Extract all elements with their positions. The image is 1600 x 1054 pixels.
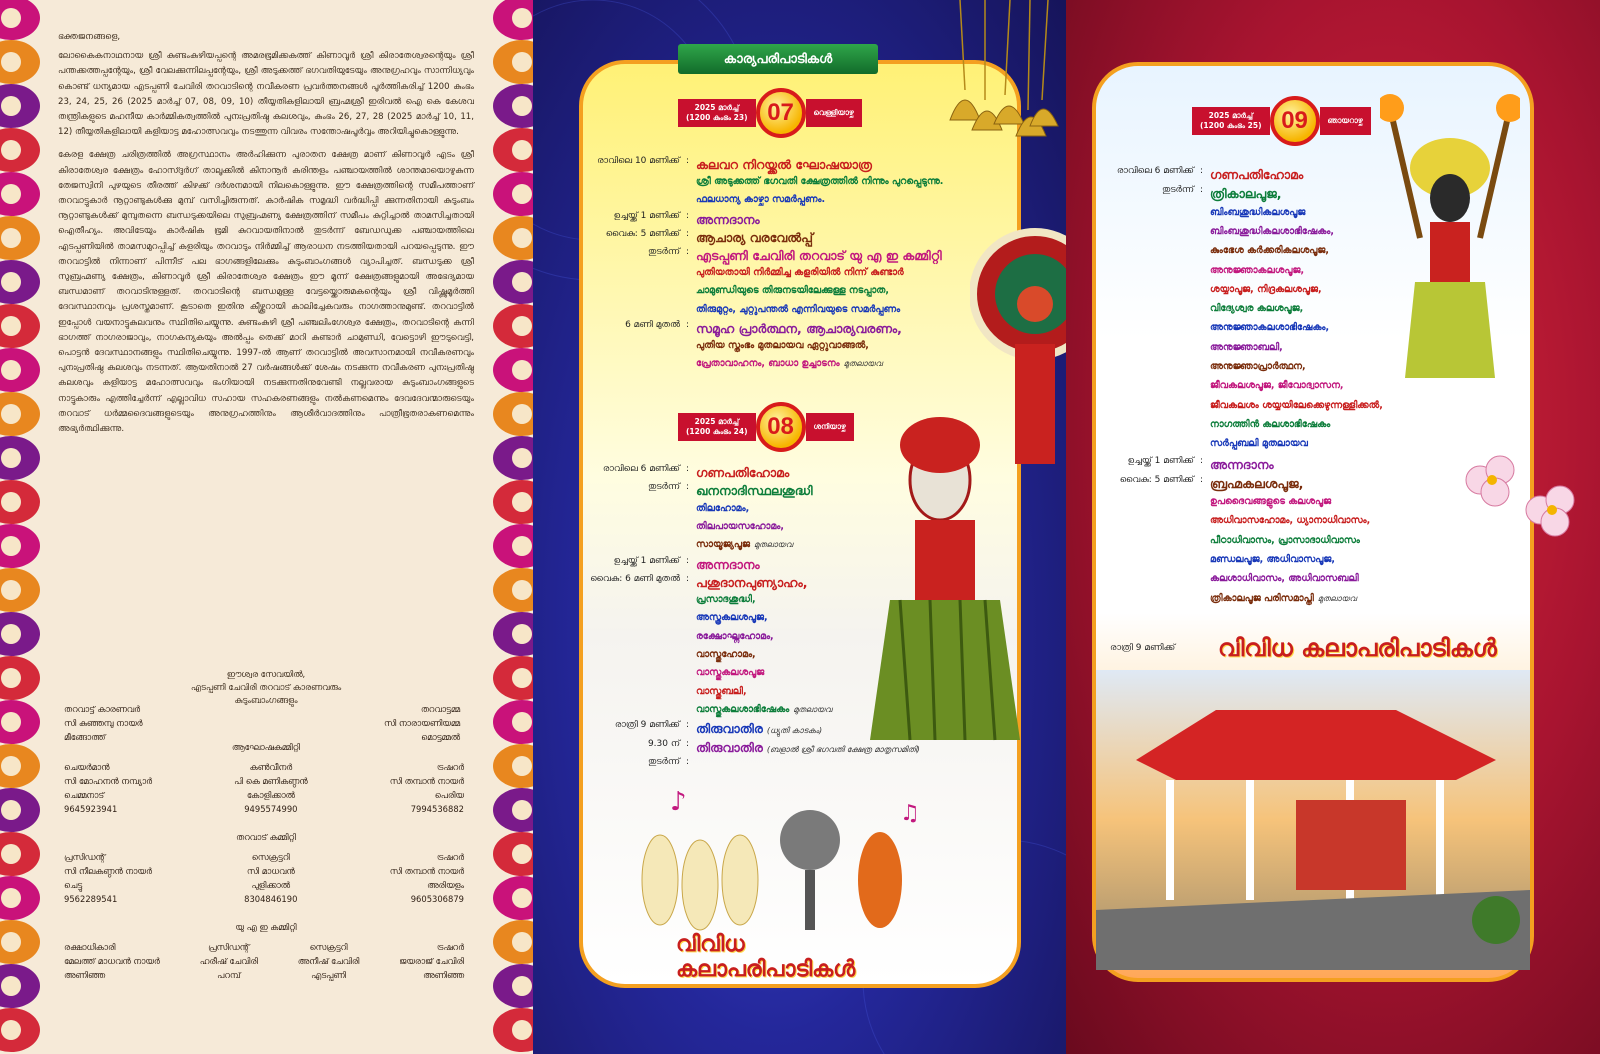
decorative-petal: [493, 172, 533, 216]
schedule-item: ഫലധാന്യ കാഴ്ചാ സമർപ്പണം.: [696, 194, 826, 206]
schedule-item: ശയ്യാപൂജ, നിദ്രകലശപൂജ,: [1210, 283, 1322, 295]
decorative-petal: [493, 216, 533, 260]
schedule-row: [586, 519, 790, 534]
uae-committee-title: യു എ ഇ കമ്മിറ്റി: [235, 922, 297, 932]
schedule-time: [1100, 340, 1200, 355]
schedule-row: [586, 174, 949, 189]
date-english: 2025 മാർച്ച് (1200 കുംഭം 24): [678, 413, 756, 441]
schedule-item: അന്നദാനം: [1210, 456, 1274, 472]
svg-text:♫: ♫: [900, 801, 920, 826]
decorative-petal: [0, 876, 40, 920]
decorative-petal: [0, 964, 40, 1008]
schedule-row: [1100, 417, 1336, 432]
schedule-row: [1100, 301, 1309, 316]
schedule-row: 6 മണി മുതൽ : സമൂഹ പ്രാർത്ഥന, ആചാര്യവരണം,: [586, 320, 908, 338]
schedule-item: അനുജ്ഞാകലശാഭിഷേകം,: [1210, 322, 1330, 334]
tharavattamma-block: തറവാട്ടമ്മ സി നാരായണിയമ്മ മൊട്ടമ്മൽ: [384, 704, 460, 742]
schedule-row: [586, 501, 755, 516]
decorative-petal: [493, 920, 533, 964]
schedule-time: [1100, 494, 1200, 509]
cultural-programs-title: വിവിധ കലാപരിപാടികൾ: [676, 932, 856, 982]
schedule-note: മുതലായവ: [1317, 593, 1357, 603]
schedule-item: വാസ്തുബലി,: [696, 685, 747, 697]
decorative-petal: [493, 84, 533, 128]
decorative-petal: [0, 260, 40, 304]
schedule-row: [586, 537, 799, 552]
schedule-time: 6 മണി മുതൽ: [625, 319, 680, 330]
decorative-petal: [0, 612, 40, 656]
decorative-petal: [0, 304, 40, 348]
schedule-item: അനുജ്ഞാപ്രാർത്ഥന,: [1210, 361, 1306, 372]
decorative-petal: [493, 832, 533, 876]
dancers-illustration: [630, 780, 930, 940]
schedule-time: [1100, 513, 1200, 528]
programme-ribbon: കാര്യപരിപാടികൾ: [678, 44, 878, 74]
invitation-text: [58, 30, 474, 445]
decorative-petal: [493, 304, 533, 348]
flowers-image: [1440, 420, 1600, 600]
decorative-petal: [493, 524, 533, 568]
schedule-time: രാത്രി 9 മണിക്ക്: [614, 720, 680, 731]
schedule-note: മുതലായവ: [843, 359, 883, 369]
decorative-petal: [0, 920, 40, 964]
schedule-row: [1100, 436, 1314, 451]
decorative-petal: [0, 128, 40, 172]
weekday-label: വെള്ളിയാഴ്ച: [806, 99, 862, 127]
weekday-label: ഞായറാഴ്ച: [1320, 107, 1371, 135]
schedule-time: [586, 192, 686, 207]
schedule-item: ഗണപതിഹോമം: [696, 465, 790, 480]
schedule-time: [586, 338, 686, 353]
schedule-item: അധിവാസഹോമം, ധ്യാനാധിവാസം,: [1210, 515, 1371, 527]
schedule-time: [586, 519, 686, 534]
schedule-row: [586, 684, 753, 699]
decorative-petal: [493, 744, 533, 788]
schedule-time: തുടർന്ന്: [1161, 185, 1194, 196]
schedule-item: പീഠാധിവാസം, പ്രാസാദാധിവാസം: [1210, 534, 1360, 546]
schedule-item: കുംഭേശ കർക്കരികലശപൂജ,: [1210, 245, 1330, 257]
schedule-row: [586, 283, 895, 298]
decorative-petal: [0, 480, 40, 524]
schedule-time: വൈകു: 5 മണിക്ക്: [605, 228, 680, 239]
committee-member: ട്രഷറർ സി തമ്പാൻ നായർ പെരിയ 7994536882: [389, 762, 464, 814]
tharavad-committee: [64, 850, 464, 906]
committee-member: സെക്രട്ടറി സി മാധവൻ പുളിക്കാൽ 8304846190: [244, 852, 298, 904]
decorative-petal: [493, 436, 533, 480]
schedule-item: പ്രേതാവാഹനം, ബാധാ ഉച്ചാടനം മുതലായവ: [696, 358, 883, 370]
schedule-time: [1100, 533, 1200, 548]
schedule-item: അനുജ്ഞാകലശപൂജ,: [1210, 264, 1305, 276]
aghosha-committee: [64, 760, 464, 816]
signoff: ഈശ്വര സേവയിൽ, എടപ്പണി ചേവിരി തറവാട് കാരണവരും കുടുംബാംഗങ്ങളും: [190, 669, 342, 705]
schedule-row: [1100, 243, 1335, 258]
invitation-paragraph-2: കേരള ക്ഷേത്ര ചരിത്രത്തിൽ അഗ്രസ്ഥാനം അർഹിക്കുന്ന പുരാതന ക്ഷേത്ര മാണ് കിണാവൂർ എടം ശ്രീ കിരാതേശ്വര ക്ഷേത്രം ഹോസ്ദുർഗ് താലൂക്കിൽ കിനാനൂർ കരിന്തളം പഞ്ചായത്തിൽ ശാന്തമായൊഴുകുന്ന തേജസ്വിനി പുഴയുടെ തീരത്ത് കിഴക്ക് ദർശനമായി നിലകൊള്ളുന്നു. ഈ ക്ഷേത്രത്തിന്റെ സമീപത്താണ് തറവാട്ടുകാർ നൂറ്റാണ്ടുകൾക്കു മുമ്പ് വസിച്ചിരുന്നത്. കാർഷിക സമൃദ്ധി വർദ്ധിപ്പി ക്കുന്നതിനായി കുടുംബം നൂറ്റാണ്ടുകൾക്ക് മുമ്പുതന്നെ ബന്ധടുക്കയിലെ സുബ്രഹ്മണ്യ ക്ഷേത്രത്തിന് സമീപം കുറ്റിച്ചാൽ താമസിച്ചതായി ഐതീഹ്യം. അവിടേയും കാർഷിക ഭൂമി കുറവായതിനാൽ തുടർന്ന് ബേഡഡുക്ക പഞ്ചായത്തിലെ എടപ്പണിയിൽ താമസമുറപ്പിച്ച് കളരിയും തറവാടും നിർമ്മിച്ച് ആരാധന നടത്തിയതായി പറയപ്പെടുന്നു. ഈ തറവാട്ടിൽ നിന്നാണ് പിന്നീട് പല ഭാഗങ്ങളിലേക്കും കുടുംബാംഗങ്ങൾ വ്യാപിച്ചത്. ബന്ധടുക്ക ശ്രീ സുബ്രഹ്മണ്യ ക്ഷേത്രം, കിണാവൂർ ശ്രീ കിരാതേശ്വര ക്ഷേത്രം ഈ മൂന്ന് ക്ഷേത്രങ്ങളുമായി അഭേദ്യമായ ബന്ധമാണ് തറവാടിനുള്ളത്. തറവാടിന്റെ ബന്ധമുള്ള വേട്ടയ്ക്കൊരുമകന്റെയും ശ്രീ വിഷ്ണുമൂർത്തി ദേവസ്ഥാനവും പ്രശസ്തമാണ്. കൂടാതെ ഇതിനു കീഴ്ക്കൂറായി കാലിച്ചേകവരും നാഗത്താനുമുണ്ട്. തറവാട്ടിൽ ഇപ്പോൾ വയനാട്ടുകുലവനും സ്ഥിതിചെയ്യുന്നു. കുണ്ടംകുഴി ശ്രീ പഞ്ചലിംഗേശ്വര ക്ഷേത്രം, തറവാടിന്റെ കന്നി ഭാഗത്ത് നാഗരാജാവും, നാഗകന്യകയും അൽപ്പം തെക്ക് മാറി കുണ്ടാർ ചാമുണ്ഡി, വേട്ടൊഴി ഈടുവെട്ടി, പൊട്ടൻ ദേവസ്ഥാനങ്ങളും സ്ഥിതിചെയ്യുന്നു. 1997-ൽ ആണ് തറവാട്ടിൽ അവസാനമായി നവീകരണവും പുനഃപ്രതിഷ്ഠ കലശവും നടന്നത്. ആയതിനാൽ 27 വർഷങ്ങൾക്ക് ശേഷം നടക്കുന്ന നവീകരണ പുനഃപ്രതിഷ്ഠ കലശവും കളിയാട്ട മഹോത്സവവും ഭംഗിയായി നടക്കുന്നതിനുവേണ്ടി നല്ലവരായ കുടുംബാംഗങ്ങളുടെ നാട്ടുകാരും എത്തിച്ചേർന്ന് എല്ലാവിധ സഹായ സഹകരണങ്ങളും നൽകണമെന്നും ദേവദേവന്മാരുടെയും തറവാട് ധർമ്മദൈവങ്ങളുടെയും അനുഗ്രഹത്തിനും ആശീർവാദത്തിനും പാത്രീഭൂതരാകണമെന്നും അഭ്യർത്ഥിക്കുന്നു.: [58, 150, 474, 435]
schedule-item: എടപ്പണി ചേവിരി തറവാട് യു എ ഇ കമ്മിറ്റി: [696, 248, 942, 263]
schedule-row: [1100, 282, 1328, 297]
committee-member: പ്രസിഡന്റ് സി നീലകണ്ഠൻ നായർ ചെട്ടു 9562289541: [64, 852, 152, 904]
schedule-item: പുതിയതായി നിർമ്മിച്ച കളരിയിൽ നിന്ന് കുണ്ടാർ: [696, 267, 904, 279]
temple-building-image: [1096, 670, 1530, 970]
decorative-petal: [493, 128, 533, 172]
schedule-time: [586, 629, 686, 644]
uae-committee: [64, 940, 464, 982]
decorative-petal: [0, 656, 40, 700]
schedule-row: [586, 338, 875, 353]
schedule-row: [1100, 224, 1340, 239]
schedule-item: പശുദാനപുണ്യാഹം,: [696, 574, 808, 590]
schedule-time: [586, 537, 686, 552]
schedule-item: അന്നദാനം: [696, 211, 760, 227]
schedule-item: അനുജ്ഞാബലി,: [1210, 341, 1283, 353]
schedule-item: കലശാധിവാസം, അധിവാസബലി: [1210, 573, 1359, 585]
date-circle: 07: [756, 88, 806, 138]
committee-member: ചെയർമാൻ സി മോഹനൻ നമ്പ്യാർ ചെമ്മനാട് 9645923941: [64, 762, 153, 814]
decorative-petal: [0, 524, 40, 568]
weekday-label: ശനിയാഴ്ച: [806, 413, 854, 441]
decorative-petal: [0, 0, 40, 40]
schedule-row: [1100, 571, 1365, 586]
schedule-item: അന്നദാനം: [696, 556, 760, 572]
schedule-item: പ്രസാദശുദ്ധി,: [696, 594, 756, 606]
schedule-row: [586, 356, 888, 371]
schedule-time: [1100, 398, 1200, 413]
schedule-note: മുതലായവ: [754, 540, 793, 550]
decorative-border-left: [0, 0, 40, 1054]
schedule-row: [1100, 340, 1289, 355]
decorative-petal: [0, 172, 40, 216]
schedule-row: [586, 302, 906, 317]
schedule-row: [1100, 494, 1337, 509]
schedule-time: [1100, 320, 1200, 335]
schedule-row: [1100, 359, 1312, 374]
committee-member: ട്രഷറർ സി തമ്പാൻ നായർ അരിയളം 9605306879: [389, 852, 464, 904]
decorative-petal: [493, 788, 533, 832]
decorative-petal: [493, 348, 533, 392]
schedule-time: 9.30 ന്: [647, 738, 680, 749]
schedule-item: ബിംബശുദ്ധികലശാഭിഷേകം,: [1210, 225, 1334, 237]
schedule-item: ബ്രഹ്മകലശപൂജ,: [1210, 475, 1304, 491]
decorative-petal: [493, 656, 533, 700]
decorative-petal: [0, 392, 40, 436]
schedule-time: രാവിലെ 10 മണിക്ക്: [597, 156, 680, 166]
decorative-petal: [0, 568, 40, 612]
decorative-petal: [493, 0, 533, 40]
schedule-item: പുതിയ സ്തംഭം മുതലായവ ഏറ്റുവാങ്ങൽ,: [696, 340, 869, 351]
schedule-item: കലവറ നിറയ്ക്കൽ ഘോഷയാത്ര: [696, 157, 872, 172]
committee-member: പ്രസിഡന്റ് ഹരീഷ് ചേവിരി പറമ്പ്: [199, 942, 258, 980]
schedule-row: തുടർന്ന് : എടപ്പണി ചേവിരി തറവാട് യു എ ഇ കമ്മിറ്റി: [586, 247, 948, 265]
schedule-item: നാഗത്തിൻ കലശാഭിഷേകം: [1210, 418, 1331, 430]
committee-member: സെക്രട്ടറി അനീഷ് ചേവിരി എടപ്പണി: [297, 942, 360, 980]
schedule-row: [1100, 263, 1310, 278]
schedule-time: [586, 702, 686, 717]
schedule-row: [1100, 552, 1341, 567]
schedule-time: വൈകു: 6 മണി മുതൽ: [590, 573, 680, 584]
schedule-row: രാവിലെ 6 മണിക്ക് : ഗണപതിഹോമം: [586, 464, 795, 482]
theyyam-torch-dancer-image: [1380, 88, 1520, 388]
decorative-petal: [0, 40, 40, 84]
committee-member: കൺവീനർ പി കെ മണികണ്ഠൻ കോളിക്കാൽ 9495574990: [234, 762, 308, 814]
schedule-row: [1100, 533, 1366, 548]
schedule-item: ശ്രീ അടുക്കത്ത് ഭഗവതി ക്ഷേത്രത്തിൽ നിന്നും പുറപ്പെടുന്നു.: [696, 176, 944, 188]
schedule-time: തുടർന്ന്: [647, 247, 680, 257]
schedule-item: ഉപദൈവങ്ങളുടെ കലശപൂജ: [1210, 496, 1332, 508]
schedule-row: തുടർന്ന് :: [586, 757, 702, 767]
schedule-row: വൈകു: 5 മണിക്ക് : ആചാര്യ വരവേൽപ്പ്: [586, 229, 819, 247]
greeting: ഭക്തജനങ്ങളെ,: [58, 32, 121, 42]
schedule-row: [1100, 205, 1311, 220]
decorative-petal: [493, 1008, 533, 1052]
schedule-item: സായൂജ്യപൂജ മുതലായവ: [696, 539, 793, 551]
schedule-item: ത്രികാലപൂജ പരിസമാപ്തി മുതലായവ: [1210, 592, 1357, 604]
date-bar-day1: [678, 88, 862, 138]
schedule-row: രാവിലെ 10 മണിക്ക് : കലവറ നിറയ്ക്കൽ ഘോഷയാത്ര: [586, 156, 878, 174]
schedule-row: [586, 647, 762, 662]
schedule-time: [1100, 378, 1200, 393]
schedule-item: ആചാര്യ വരവേൽപ്പ്: [696, 229, 813, 245]
svg-text:♪: ♪: [670, 787, 687, 817]
decorative-petal: [0, 788, 40, 832]
date-bar-day2: [678, 402, 854, 452]
karanavar-block: തറവാട്ട് കാരണവർ സി കുഞ്ഞമ്പു നായർ മീങ്ങോത്ത്: [64, 704, 143, 742]
schedule-time: [586, 501, 686, 516]
decorative-petal: [493, 876, 533, 920]
schedule-item: [696, 757, 702, 767]
decorative-petal: [493, 260, 533, 304]
schedule-row: 9.30 ന് : തിരുവാതിര (ബളാൽ ശ്രീ ഭഗവതി ക്ഷേത്ര മാതൃസമിതി): [586, 739, 926, 759]
invitation-paragraph-1: ലോകൈകനാഥനായ ശ്രീ കുണ്ടംകുഴിയപ്പന്റെ അമരഭൂമിക്കകത്ത് കിണാവൂർ ശ്രീ കിരാതേശ്വരന്റെയും ശ്രീ പന്തക്കത്തപ്പന്റേയും, ശ്രീ വേലക്കുന്നിലപ്പന്റേയും, ശ്രീ അടുക്കത്ത് ഭഗവതിയുടേയും അനുഗ്രഹവും സാന്നിധ്യവും കൊണ്ട് ധന്യമായ എടപ്പണി ചേവിരി തറവാടിന്റെ നവീകരണ പ്രവർത്തനങ്ങൾ പൂർത്തികരിച്ച് 1200 കുംഭം 23, 24, 25, 26 (2025 മാർച്ച് 07, 08, 09, 10) തീയ്യതികളിലായി ബ്രഹ്മശ്രീ ഇരിവൽ ഐ കെ കേശവ തന്ത്രികളുടെ മഹനീയ കാർമ്മികത്വത്തിൽ പുനഃപ്രതിഷ്ഠ കലശവും, കുംഭം 26, 27, 28 (2025 മാർച്ച് 10, 11, 12) തീയ്യതികളിലായി കളിയാട്ട മഹോത്സവവും നടത്തുന്ന വിവരം സന്തോഷപൂർവ്വം അറിയിച്ചുകൊള്ളുന്നു.: [58, 51, 474, 138]
schedule-row: ഉച്ചയ്ക്ക് 1 മണിക്ക് : അന്നദാനം: [1100, 456, 1280, 474]
schedule-time: [1100, 436, 1200, 451]
date-english: 2025 മാർച്ച് (1200 കുംഭം 25): [1192, 107, 1270, 135]
schedule-time: വൈകു: 5 മണിക്ക്: [1119, 474, 1194, 485]
night-time: രാത്രി 9 മണിക്ക്: [1110, 643, 1176, 653]
schedule-time: [1100, 359, 1200, 374]
schedule-time: [586, 283, 686, 298]
schedule-time: തുടർന്ന്: [647, 756, 680, 767]
schedule-row: [1100, 320, 1335, 335]
decorative-petal: [0, 744, 40, 788]
schedule-item: ജീവകലശം ശയ്യയിലേക്കെഴുന്നള്ളിക്കൽ,: [1210, 399, 1383, 411]
schedule-item: ഖനനാദിസ്ഥലശുദ്ധി: [696, 483, 813, 499]
schedule-item: വാസ്തുകലശാഭിഷേകം മുതലായവ: [696, 703, 833, 715]
decorative-petal: [0, 1008, 40, 1052]
schedule-note: മുതലായവ: [793, 704, 833, 714]
schedule-time: രാവിലെ 6 മണിക്ക്: [602, 464, 680, 474]
schedule-row: [586, 629, 780, 644]
schedule-time: ഉച്ചയ്ക്ക് 1 മണിക്ക്: [1127, 455, 1194, 466]
schedule-row: വൈകു: 5 മണിക്ക് : ബ്രഹ്മകലശപൂജ,: [1100, 475, 1309, 493]
schedule-row: ഉച്ചയ്ക്ക് 1 മണിക്ക് : അന്നദാനം: [586, 556, 766, 574]
temple-bells-icon: [930, 0, 1070, 150]
schedule-row: [1100, 378, 1350, 393]
schedule-item: തിരുവാതിര (ധ്യുതി കാടകം): [696, 721, 823, 737]
schedule-item: ബിംബശുദ്ധികലശപൂജ: [1210, 206, 1306, 218]
schedule-time: തുടർന്ന്: [647, 482, 680, 493]
schedule-time: ഉച്ചയ്ക്ക് 1 മണിക്ക്: [613, 210, 680, 221]
schedule-item: ജീവകലശപൂജ, ജീവോദ്വാസന,: [1210, 380, 1344, 392]
schedule-item: രക്ഷോഘ്നഹോമം,: [696, 630, 774, 642]
schedule-item: മണ്ഡലപൂജ, അധിവാസപൂജ,: [1210, 554, 1336, 565]
decorative-petal: [493, 612, 533, 656]
decorative-petal: [493, 392, 533, 436]
committee-member: ട്രഷറർ ജയരാജ് ചേവിരി അണിഞ്ഞ: [399, 942, 464, 980]
schedule-row: വൈകു: 6 മണി മുതൽ : പശുദാനപുണ്യാഹം,: [586, 574, 814, 592]
decorative-petal: [0, 84, 40, 128]
schedule-row: [1100, 591, 1363, 606]
schedule-time: [586, 647, 686, 662]
schedule-item: അസ്ത്രകലശപൂജ,: [696, 612, 768, 624]
schedule-time: [586, 684, 686, 699]
schedule-time: [586, 265, 686, 280]
schedule-time: [1100, 263, 1200, 278]
schedule-item: സർപ്പബലി മുതലായവ: [1210, 438, 1308, 450]
schedule-note: (ബളാൽ ശ്രീ ഭഗവതി ക്ഷേത്ര മാതൃസമിതി): [766, 744, 920, 754]
schedule-time: [1100, 417, 1200, 432]
schedule-item: ചാമുണ്ഡിയുടെ തിരുനടയിലേക്കുള്ള നടപ്പാത,: [696, 285, 889, 297]
schedule-time: രാവിലെ 6 മണിക്ക്: [1116, 166, 1194, 176]
schedule-note: (ധ്യുതി കാടകം): [766, 726, 823, 736]
decorative-petal: [0, 832, 40, 876]
schedule-time: [1100, 205, 1200, 220]
date-english: 2025 മാർച്ച് (1200 കുംഭം 23): [678, 99, 756, 127]
decorative-petal: [0, 216, 40, 260]
schedule-time: [1100, 571, 1200, 586]
decorative-petal: [493, 700, 533, 744]
schedule-item: വാസ്തുഹോമം,: [696, 649, 756, 660]
schedule-item: ഗണപതിഹോമം: [1210, 167, 1304, 182]
schedule-row: തുടർന്ന് : ത്രികാലപൂജ,: [1100, 185, 1288, 203]
date-circle: 09: [1270, 96, 1320, 146]
schedule-time: [586, 610, 686, 625]
schedule-row: തുടർന്ന് : ഖനനാദിസ്ഥലശുദ്ധി: [586, 482, 819, 500]
schedule-time: [586, 174, 686, 189]
date-bar-day3: [1192, 96, 1371, 146]
schedule-time: [1100, 282, 1200, 297]
decorative-petal: [493, 964, 533, 1008]
tharavad-committee-title: തറവാട് കമ്മിറ്റി: [236, 832, 296, 842]
schedule-row: [586, 702, 838, 717]
schedule-time: [1100, 243, 1200, 258]
schedule-item: തിരുമുറ്റം, ചുറ്റുപന്തൽ എന്നിവയുടെ സമർപ്പണം: [696, 303, 901, 315]
decorative-petal: [0, 348, 40, 392]
schedule-time: [586, 592, 686, 607]
schedule-time: ഉച്ചയ്ക്ക് 1 മണിക്ക്: [613, 555, 680, 566]
decorative-petal: [493, 40, 533, 84]
schedule-row: [1100, 398, 1389, 413]
decorative-petal: [0, 700, 40, 744]
schedule-row: [586, 592, 762, 607]
schedule-time: [586, 665, 686, 680]
schedule-time: [1100, 552, 1200, 567]
committee-member: രക്ഷാധികാരി മേലത്ത് മാധവൻ നായർ അണിഞ്ഞ: [64, 942, 160, 980]
schedule-row: [1100, 513, 1376, 528]
schedule-time: [586, 356, 686, 371]
schedule-row: [586, 665, 770, 680]
schedule-time: [1100, 301, 1200, 316]
cultural-programs-title-right: വിവിധ കലാപരിപാടികൾ: [1218, 634, 1497, 662]
aghosha-committee-title: ആഘോഷകമ്മിറ്റി: [231, 742, 301, 752]
date-circle: 08: [756, 402, 806, 452]
schedule-row: ഉച്ചയ്ക്ക് 1 മണിക്ക് : അന്നദാനം: [586, 211, 766, 229]
schedule-time: [1100, 591, 1200, 606]
decorative-petal: [493, 568, 533, 612]
decorative-border-right: [493, 0, 533, 1054]
schedule-item: തിലഹോമം,: [696, 502, 750, 514]
schedule-item: ത്രികാലപൂജ,: [1210, 186, 1282, 202]
schedule-time: [586, 302, 686, 317]
decorative-petal: [493, 480, 533, 524]
decorative-petal: [0, 436, 40, 480]
schedule-row: [586, 192, 831, 207]
schedule-item: വിദ്യേശ്വര കലശപൂജ,: [1210, 303, 1304, 315]
schedule-item: തിലപായസഹോമം,: [696, 520, 785, 532]
schedule-row: രാത്രി 9 മണിക്ക് : തിരുവാതിര (ധ്യുതി കാടകം): [586, 720, 828, 740]
schedule-item: വാസ്തുകലശപൂജ: [696, 667, 765, 679]
schedule-row: [586, 610, 774, 625]
schedule-row: [586, 265, 910, 280]
schedule-time: [1100, 224, 1200, 239]
schedule-item: തിരുവാതിര (ബളാൽ ശ്രീ ഭഗവതി ക്ഷേത്ര മാതൃസമിതി): [696, 739, 920, 755]
schedule-row: രാവിലെ 6 മണിക്ക് : ഗണപതിഹോമം: [1100, 166, 1309, 184]
schedule-item: സമൂഹ പ്രാർത്ഥന, ആചാര്യവരണം,: [696, 320, 902, 336]
